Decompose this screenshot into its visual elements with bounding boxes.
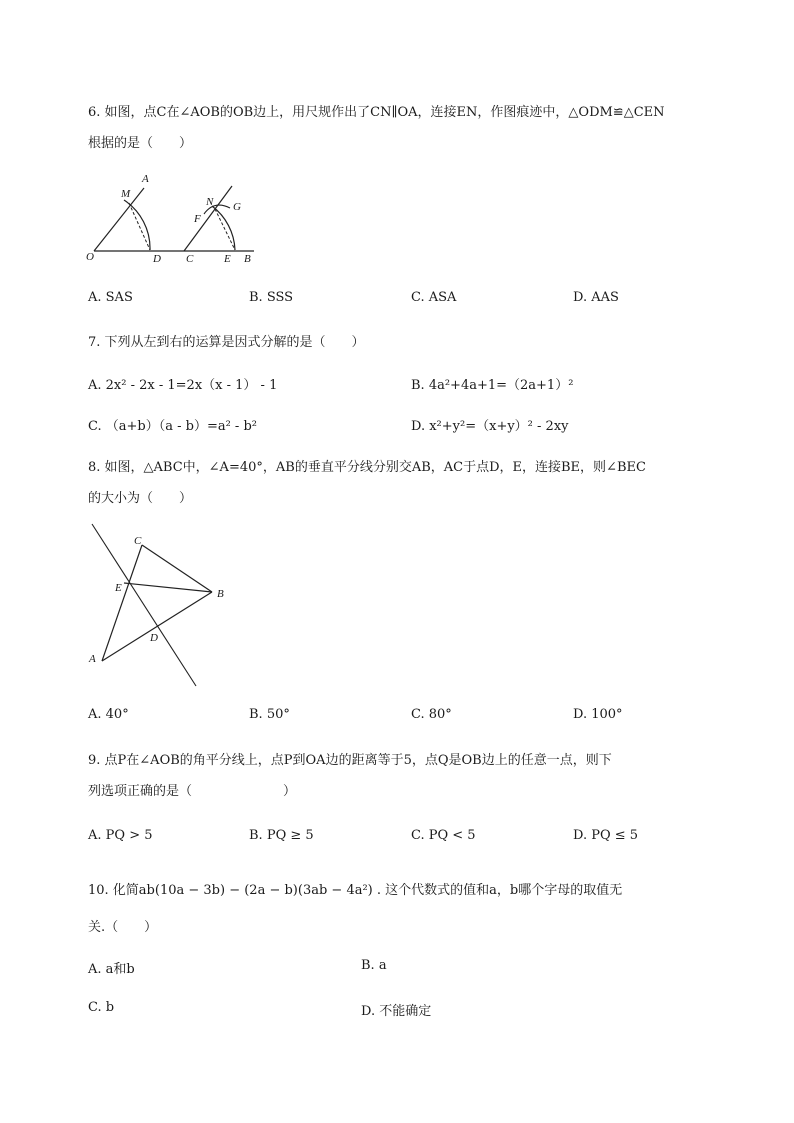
q10-option-c[interactable]: C. b	[88, 1000, 115, 1015]
q7-option-a[interactable]: A. 2x² - 2x - 1=2x（x - 1） - 1	[88, 378, 278, 393]
q8-label-C: C	[134, 535, 142, 547]
q6-label-F: F	[194, 213, 201, 225]
q6-figure	[84, 170, 264, 270]
q8-label-B: B	[217, 588, 224, 600]
q7-option-c[interactable]: C. （a+b）（a - b）=a² - b²	[88, 419, 257, 434]
q6-label-D: D	[153, 253, 161, 265]
q6-label-C: C	[186, 253, 194, 265]
q9-stem-line2: 列选项正确的是（ ）	[88, 784, 297, 799]
q9-option-a[interactable]: A. PQ > 5	[88, 828, 153, 843]
q10-stem-line2: 关.（ ）	[88, 920, 158, 935]
q6-label-A: A	[142, 173, 149, 185]
q8-stem-line2: 的大小为（ ）	[88, 491, 193, 506]
q6-label-B: B	[244, 253, 251, 265]
q6-label-G: G	[233, 201, 241, 213]
q7-option-d[interactable]: D. x²+y²=（x+y）² - 2xy	[411, 419, 569, 434]
q8-figure	[84, 520, 234, 690]
q10-option-b[interactable]: B. a	[361, 958, 387, 973]
q6-label-N: N	[206, 196, 214, 208]
q6-stem-line2: 根据的是（ ）	[88, 136, 193, 151]
q6-label-E: E	[224, 253, 231, 265]
q9-option-c[interactable]: C. PQ < 5	[411, 828, 476, 843]
q6-label-O: O	[86, 251, 94, 263]
q6-option-b[interactable]: B. SSS	[249, 290, 294, 305]
q8-option-d[interactable]: D. 100°	[573, 707, 623, 722]
q8-label-D: D	[150, 632, 158, 644]
q6-option-a[interactable]: A. SAS	[88, 290, 133, 305]
q6-stem-line1: 6. 如图，点C在∠AOB的OB边上，用尺规作出了CN∥OA，连接EN，作图痕迹中，△ODM≌△CEN	[88, 105, 665, 120]
q7-stem: 7. 下列从左到右的运算是因式分解的是（ ）	[88, 335, 365, 350]
q9-option-d[interactable]: D. PQ ≤ 5	[573, 828, 639, 843]
q6-label-M: M	[121, 188, 131, 200]
q8-option-b[interactable]: B. 50°	[249, 707, 290, 722]
q8-option-a[interactable]: A. 40°	[88, 707, 129, 722]
q10-option-a[interactable]: A. a和b	[88, 962, 135, 977]
q7-option-b[interactable]: B. 4a²+4a+1=（2a+1）²	[411, 378, 574, 393]
q10-option-d[interactable]: D. 不能确定	[361, 1004, 432, 1019]
q8-label-E: E	[115, 582, 122, 594]
q9-option-b[interactable]: B. PQ ≥ 5	[249, 828, 314, 843]
q8-stem-line1: 8. 如图，△ABC中，∠A=40°，AB的垂直平分线分别交AB，AC于点D，E，连接BE，则∠BEC	[88, 460, 646, 475]
q8-option-c[interactable]: C. 80°	[411, 707, 452, 722]
q6-option-c[interactable]: C. ASA	[411, 290, 457, 305]
q10-stem-line1: 10. 化简ab(10a − 3b) − (2a − b)(3ab − 4a²) . 这个代数式的值和a，b哪个字母的取值无	[88, 883, 623, 898]
q8-label-A: A	[89, 653, 96, 665]
q6-option-d[interactable]: D. AAS	[573, 290, 619, 305]
q9-stem-line1: 9. 点P在∠AOB的角平分线上，点P到OA边的距离等于5，点Q是OB边上的任意一点，则下	[88, 753, 612, 768]
